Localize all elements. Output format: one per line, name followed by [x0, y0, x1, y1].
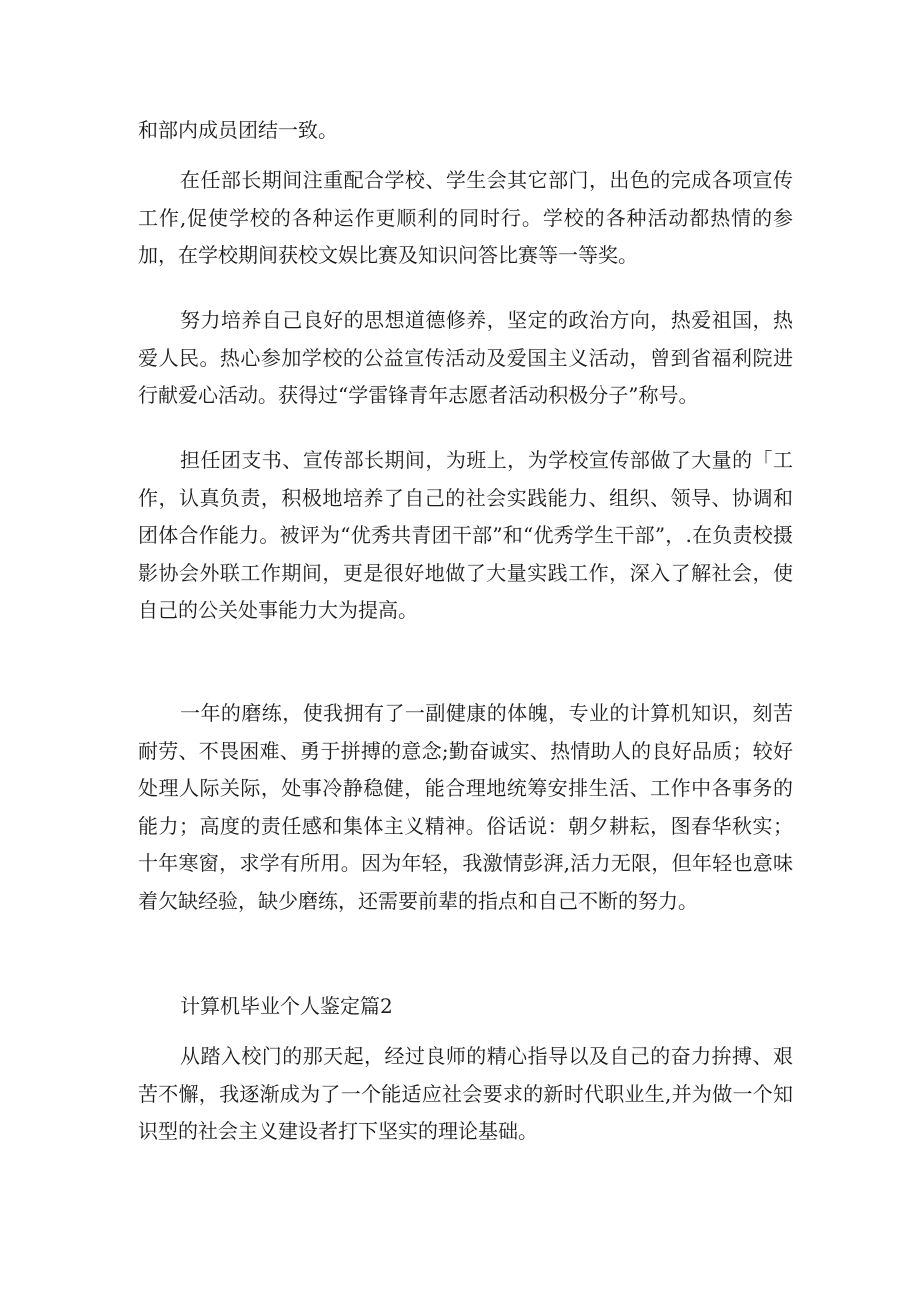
paragraph-2: 努力培养自己良好的思想道德修养，坚定的政治方向，热爱祖国，热爱人民。热心参加学校的公益宣传活动及爱国主义活动，曾到省福利院进行献爱心活动。获得过“学雷锋青年志愿者活动积极分子”称号。	[138, 308, 793, 407]
paragraph-1: 在任部长期间注重配合学校、学生会其它部门，出色的完成各项宣传工作,促使学校的各种运作更顺利的同时行。学校的各种活动都热情的参加，在学校期间获校文娱比赛及知识问答比赛等一等奖。	[138, 168, 793, 267]
section-heading: 计算机毕业个人鉴定篇2	[180, 994, 393, 1018]
paragraph-5: 从踏入校门的那天起，经过良师的精心指导以及自己的奋力拚搏、艰苦不懈，我逐渐成为了一个能适应社会要求的新时代职业生,并为做一个知识型的社会主义建设者打下坚实的理论基础。	[138, 1044, 793, 1143]
paragraph-continuation: 和部内成员团结一致。	[138, 118, 338, 142]
paragraph-3: 担任团支书、宣传部长期间，为班上，为学校宣传部做了大量的「工作，认真负责，积极地培养了自己的社会实践能力、组织、领导、协调和团体合作能力。被评为“优秀共青团干部”和“优秀学生干部”，.在负责校摄影协会外联工作期间，更是很好地做了大量实践工作，深入了解社会，使自己的公关处事能力大为提高。	[138, 448, 793, 622]
paragraph-4: 一年的磨练，使我拥有了一副健康的体魄，专业的计算机知识，刻苦耐劳、不畏困难、勇于拼搏的意念;勤奋诚实、热情助人的良好品质；较好处理人际关际，处事冷静稳健，能合理地统筹安排生活、工作中各事务的能力；高度的责任感和集体主义精神。俗话说：朝夕耕耘，图春华秋实；十年寒窗，求学有所用。因为年轻，我激情彭湃,活力无限，但年轻也意味着欠缺经验，缺少磨练，还需要前辈的指点和自己不断的努力。	[138, 701, 793, 913]
